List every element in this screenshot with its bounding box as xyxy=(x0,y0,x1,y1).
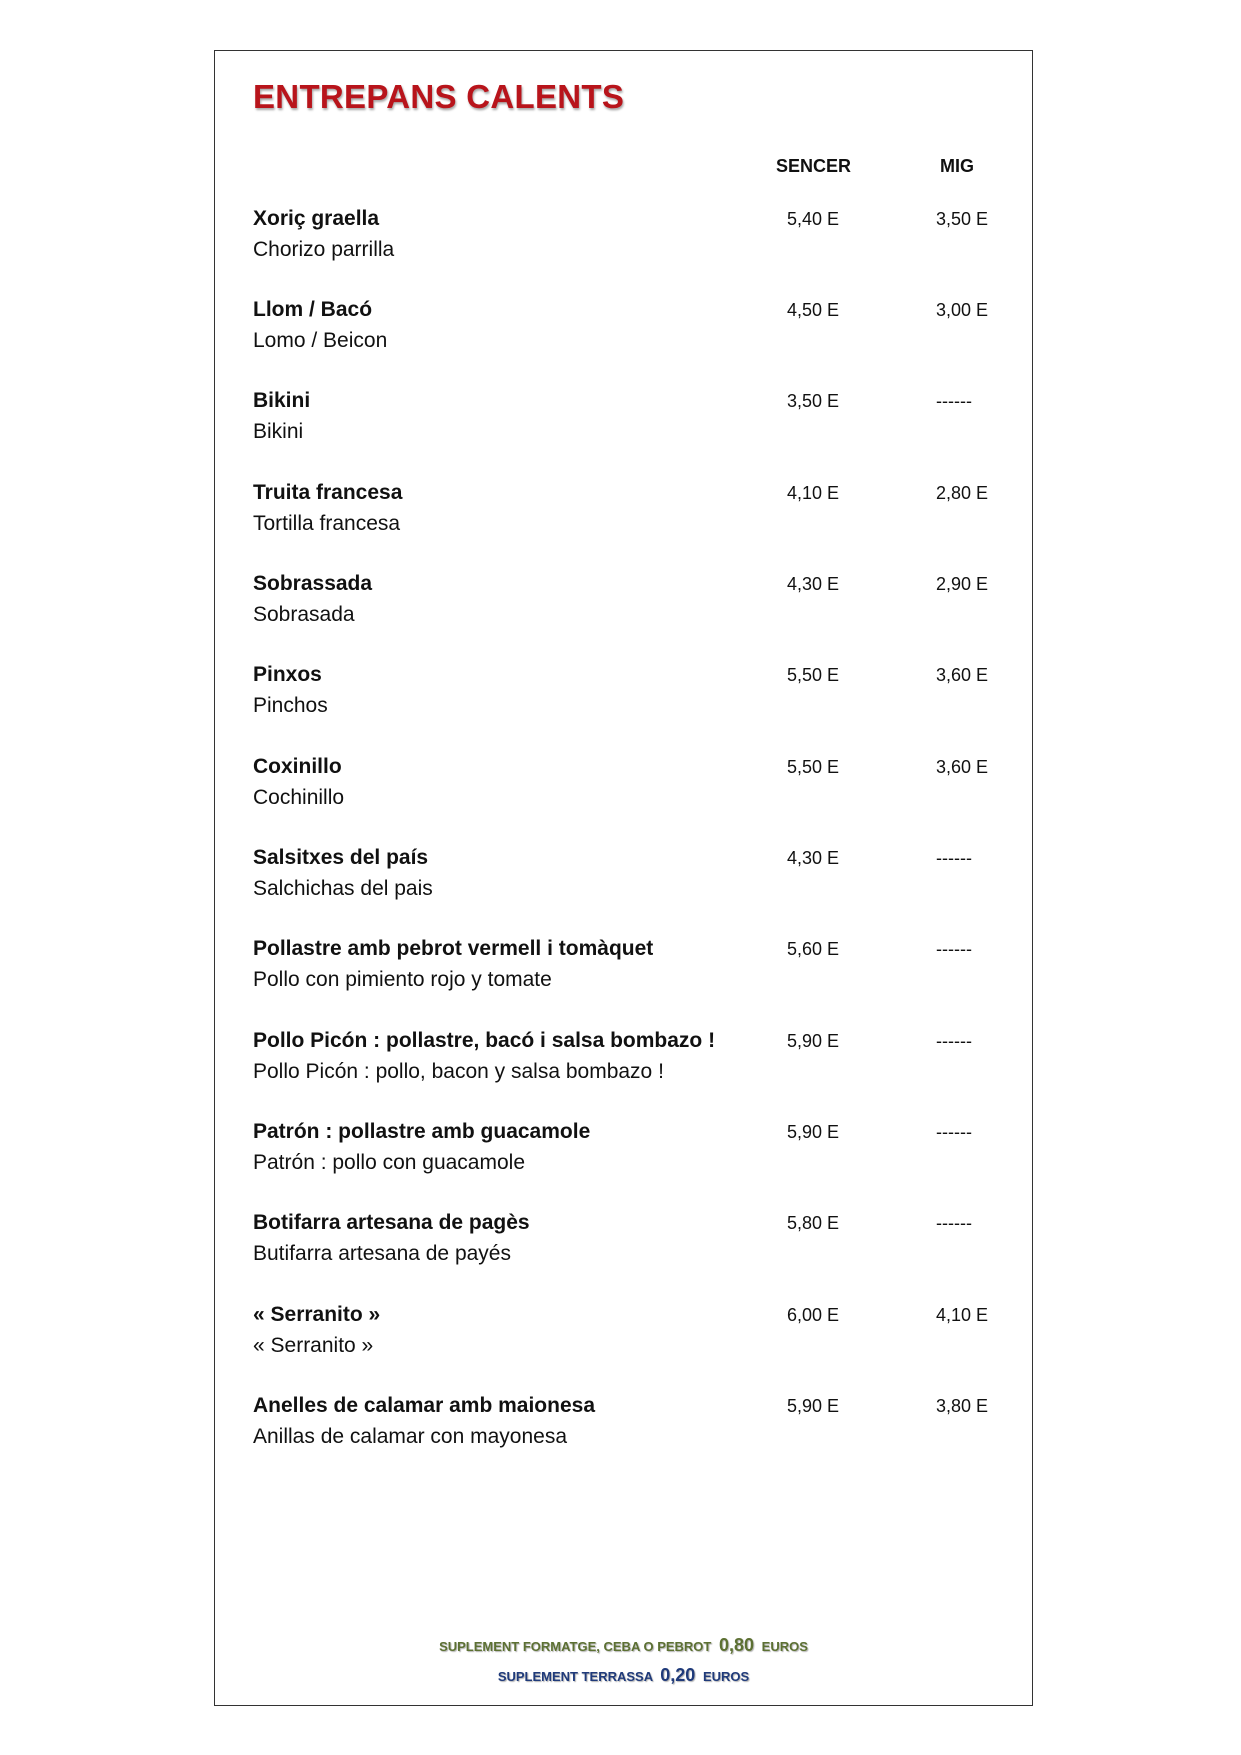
item-name: Pollastre amb pebrot vermell i tomàquet xyxy=(253,937,654,960)
item-translation: Anillas de calamar con mayonesa xyxy=(253,1425,567,1448)
item-name: Llom / Bacó xyxy=(253,298,373,321)
price-half: 3,60 E xyxy=(936,665,989,685)
supplement-terrace xyxy=(214,1665,1033,1686)
supplement-unit: EUROS xyxy=(761,1639,808,1654)
page-title: ENTREPANS CALENTS xyxy=(253,78,625,115)
price-full: 5,60 E xyxy=(787,939,840,959)
menu-item xyxy=(253,1211,993,1281)
item-translation: Patrón : pollo con guacamole xyxy=(253,1151,526,1174)
item-translation: « Serranito » xyxy=(253,1334,374,1357)
menu-item xyxy=(253,937,993,1007)
price-full: 5,50 E xyxy=(787,665,840,685)
price-full: 5,90 E xyxy=(787,1396,840,1416)
item-name: Bikini xyxy=(253,389,311,412)
menu-item xyxy=(253,389,993,459)
item-name: Sobrassada xyxy=(253,572,373,595)
item-name: Xoriç graella xyxy=(253,207,380,230)
price-half: 2,90 E xyxy=(936,574,989,594)
item-name: Botifarra artesana de pagès xyxy=(253,1211,530,1234)
supplement-amount: 0,80 xyxy=(719,1635,755,1655)
item-translation: Sobrasada xyxy=(253,603,355,626)
item-translation: Bikini xyxy=(253,420,304,443)
price-half: 3,50 E xyxy=(936,209,989,229)
price-full: 5,90 E xyxy=(787,1031,840,1051)
menu-item xyxy=(253,846,993,916)
price-half: ------ xyxy=(936,391,972,411)
item-translation: Pollo con pimiento rojo y tomate xyxy=(253,968,552,991)
price-half: ------ xyxy=(936,848,972,868)
item-name: Salsitxes del país xyxy=(253,846,429,869)
price-half: ------ xyxy=(936,1031,972,1051)
item-name: Pinxos xyxy=(253,663,322,686)
price-half: 2,80 E xyxy=(936,483,989,503)
price-half: 3,60 E xyxy=(936,757,989,777)
price-full: 5,50 E xyxy=(787,757,840,777)
item-name: Patrón : pollastre amb guacamole xyxy=(253,1120,591,1143)
supplement-label: SUPLEMENT FORMATGE, CEBA O PEBROT xyxy=(439,1639,712,1654)
item-name: Pollo Picón : pollastre, bacó i salsa bombazo ! xyxy=(253,1029,716,1052)
menu-item xyxy=(253,1120,993,1190)
menu-item xyxy=(253,298,993,368)
item-name: Coxinillo xyxy=(253,755,342,778)
supplement-unit: EUROS xyxy=(702,1669,750,1684)
price-full: 4,50 E xyxy=(787,300,840,320)
price-half: 4,10 E xyxy=(936,1305,989,1325)
menu-item xyxy=(253,755,993,825)
price-half: ------ xyxy=(936,939,972,959)
menu-item xyxy=(253,1029,993,1099)
item-translation: Pinchos xyxy=(253,694,328,717)
item-translation: Butifarra artesana de payés xyxy=(253,1242,511,1265)
item-name: Truita francesa xyxy=(253,481,403,504)
item-translation: Cochinillo xyxy=(253,786,345,809)
menu-item xyxy=(253,1303,993,1373)
menu-item xyxy=(253,207,993,277)
price-full: 5,90 E xyxy=(787,1122,840,1142)
price-full: 5,40 E xyxy=(787,209,840,229)
supplement-label: SUPLEMENT TERRASSA xyxy=(497,1669,653,1684)
item-translation: Chorizo parrilla xyxy=(253,238,395,261)
item-name: Anelles de calamar amb maionesa xyxy=(253,1394,595,1417)
item-name: « Serranito » xyxy=(253,1303,381,1326)
price-full: 4,10 E xyxy=(787,483,840,503)
menu-item xyxy=(253,1394,993,1464)
item-translation: Tortilla francesa xyxy=(253,512,401,535)
item-translation: Pollo Picón : pollo, bacon y salsa bombazo ! xyxy=(253,1060,664,1083)
column-header-full: SENCER xyxy=(776,156,852,176)
column-header-half: MIG xyxy=(940,156,974,176)
price-full: 4,30 E xyxy=(787,848,840,868)
menu-item xyxy=(253,572,993,642)
price-full: 4,30 E xyxy=(787,574,840,594)
item-translation: Salchichas del pais xyxy=(253,877,433,900)
menu-item xyxy=(253,481,993,551)
menu-item xyxy=(253,663,993,733)
price-full: 3,50 E xyxy=(787,391,840,411)
supplement-amount: 0,20 xyxy=(660,1665,696,1685)
price-half: ------ xyxy=(936,1122,972,1142)
price-half: 3,80 E xyxy=(936,1396,989,1416)
price-half: ------ xyxy=(936,1213,972,1233)
price-half: 3,00 E xyxy=(936,300,989,320)
price-full: 6,00 E xyxy=(787,1305,840,1325)
price-full: 5,80 E xyxy=(787,1213,840,1233)
supplement-cheese-onion-pepper xyxy=(214,1635,1033,1656)
item-translation: Lomo / Beicon xyxy=(253,329,388,352)
